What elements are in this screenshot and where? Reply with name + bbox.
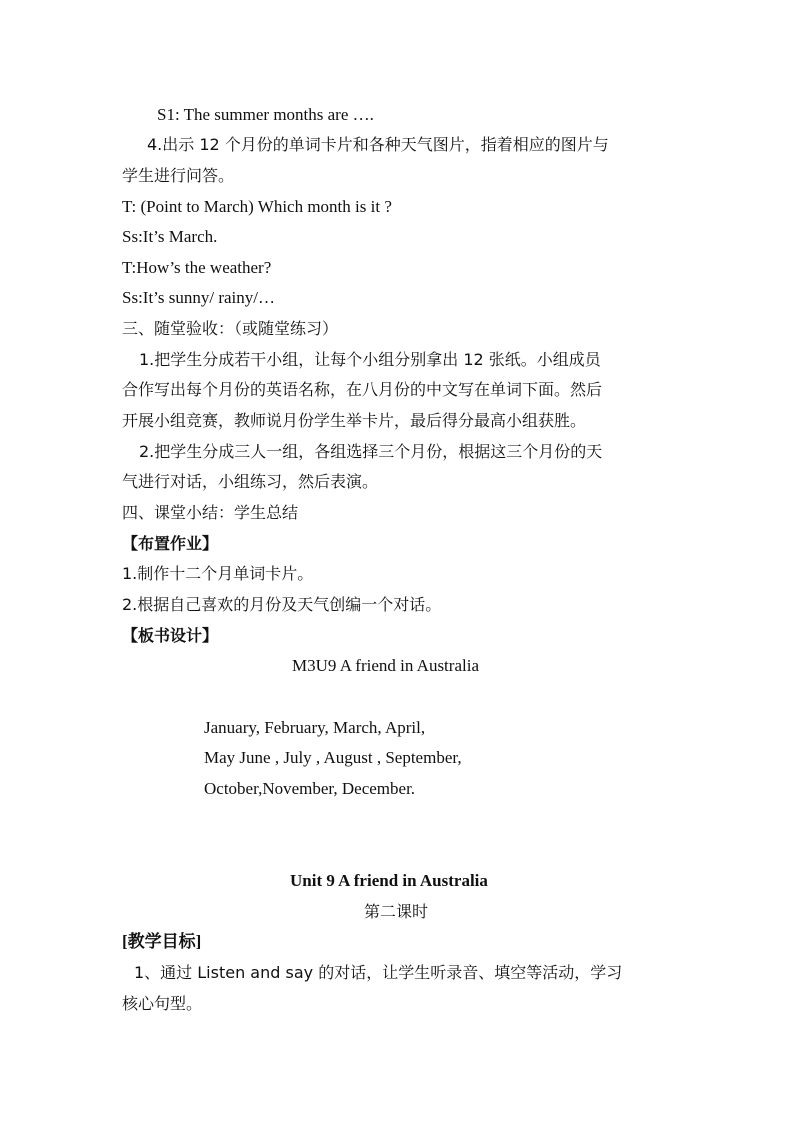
- section-3-item-1-line-3: 开展小组竞赛，教师说月份学生举卡片，最后得分最高小组获胜。: [122, 411, 587, 430]
- homework-item-1: 1.制作十二个月单词卡片。: [122, 564, 314, 583]
- dialog-line-t2: T:How’s the weather?: [122, 258, 272, 277]
- dialog-line-s1: S1: The summer months are ….: [157, 105, 374, 124]
- board-title: M3U9 A friend in Australia: [292, 656, 479, 675]
- dialog-line-t1: T: (Point to March) Which month is it ?: [122, 197, 392, 216]
- section-3-item-1-line-1: 1.把学生分成若干小组，让每个小组分别拿出 12 张纸。小组成员: [139, 350, 601, 369]
- board-line-1: January, February, March, April,: [204, 718, 426, 737]
- homework-item-2: 2.根据自己喜欢的月份及天气创编一个对话。: [122, 595, 442, 614]
- section-4-heading: 四、课堂小结：学生总结: [122, 503, 299, 522]
- section-3-item-2-line-2: 气进行对话，小组练习，然后表演。: [122, 472, 379, 491]
- teaching-goals-heading: [教学目标]: [122, 932, 202, 951]
- board-line-3: October,November, December.: [204, 779, 416, 798]
- lesson-label: 第二课时: [364, 902, 429, 921]
- section-3-item-2-line-1: 2.把学生分成三人一组，各组选择三个月份，根据这三个月份的天: [139, 442, 603, 461]
- board-design-heading: 【板书设计】: [122, 626, 219, 645]
- homework-heading: 【布置作业】: [122, 534, 219, 553]
- unit-title: Unit 9 A friend in Australia: [290, 871, 488, 890]
- board-line-2: May June , July , August , September,: [204, 748, 462, 767]
- section-3-heading: 三、随堂验收：（或随堂练习）: [122, 319, 339, 338]
- dialog-line-ss1: Ss:It’s March.: [122, 227, 218, 246]
- section-3-item-1-line-2: 合作写出每个月份的英语名称，在八月份的中文写在单词下面。然后: [122, 380, 603, 399]
- item-4-line-2: 学生进行问答。: [122, 166, 235, 185]
- goal-1-line-2: 核心句型。: [122, 994, 203, 1013]
- goal-1-line-1: 1、通过 Listen and say 的对话，让学生听录音、填空等活动，学习: [134, 963, 623, 982]
- item-4-line-1: 4.出示 12 个月份的单词卡片和各种天气图片，指着相应的图片与: [147, 135, 609, 154]
- dialog-line-ss2: Ss:It’s sunny/ rainy/…: [122, 288, 276, 307]
